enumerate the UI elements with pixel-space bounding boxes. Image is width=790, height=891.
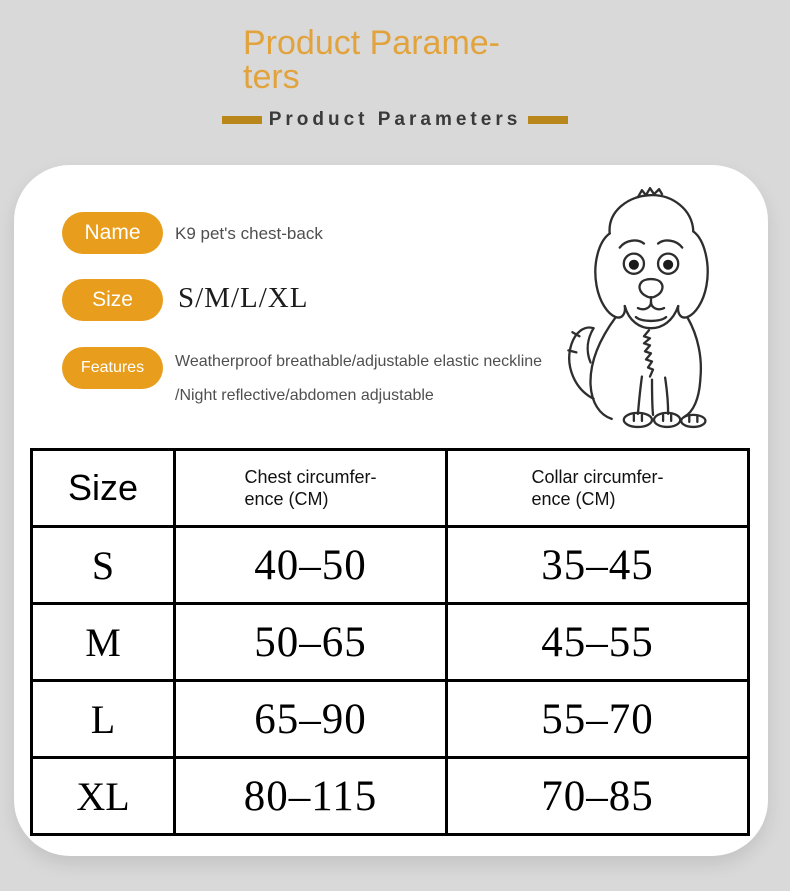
collar-cell: 70–85 xyxy=(447,758,749,835)
collar-header-line1: Collar circumfer- xyxy=(531,466,664,487)
chest-cell: 50–65 xyxy=(175,604,447,681)
size-cell: S xyxy=(32,527,175,604)
product-parameters-card xyxy=(14,165,768,856)
column-header-size: Size xyxy=(32,450,175,527)
collar-cell: 35–45 xyxy=(447,527,749,604)
chest-cell: 65–90 xyxy=(175,681,447,758)
table-row xyxy=(32,604,749,681)
column-header-chest xyxy=(175,450,447,527)
name-badge: Name xyxy=(62,212,163,254)
size-badge: Size xyxy=(62,279,163,321)
size-cell: XL xyxy=(32,758,175,835)
column-header-collar-text xyxy=(531,466,663,511)
column-header-collar xyxy=(447,450,749,527)
size-cell: L xyxy=(32,681,175,758)
collar-header-line2: ence (CM) xyxy=(531,489,616,509)
table-header-row xyxy=(32,450,749,527)
section-header xyxy=(0,109,790,131)
collar-cell: 45–55 xyxy=(447,604,749,681)
chest-cell: 80–115 xyxy=(175,758,447,835)
section-header-label: Product Parameters xyxy=(268,109,522,130)
features-badge: Features xyxy=(62,347,163,389)
collar-cell: 55–70 xyxy=(447,681,749,758)
subtitle-dash-left-icon xyxy=(222,116,262,124)
size-chart-table xyxy=(30,448,750,836)
table-row xyxy=(32,758,749,835)
dog-illustration xyxy=(542,169,760,431)
chest-header-line2: ence (CM) xyxy=(244,489,329,509)
size-cell: M xyxy=(32,604,175,681)
chest-header-line1: Chest circumfer- xyxy=(244,466,377,487)
features-value-line1: Weatherproof breathable/adjustable elastic neckline xyxy=(175,353,543,370)
page-title xyxy=(243,26,533,94)
name-value: K9 pet's chest-back xyxy=(175,224,323,243)
size-value: S/M/L/XL xyxy=(178,282,309,314)
column-header-chest-text xyxy=(244,466,376,511)
chest-cell: 40–50 xyxy=(175,527,447,604)
features-value-line2: /Night reflective/abdomen adjustable xyxy=(175,387,434,404)
page-title-line1: Product Parame- xyxy=(243,24,500,62)
page-title-line2: ters xyxy=(243,58,300,96)
table-row xyxy=(32,681,749,758)
table-row xyxy=(32,527,749,604)
subtitle-dash-right-icon xyxy=(528,116,568,124)
